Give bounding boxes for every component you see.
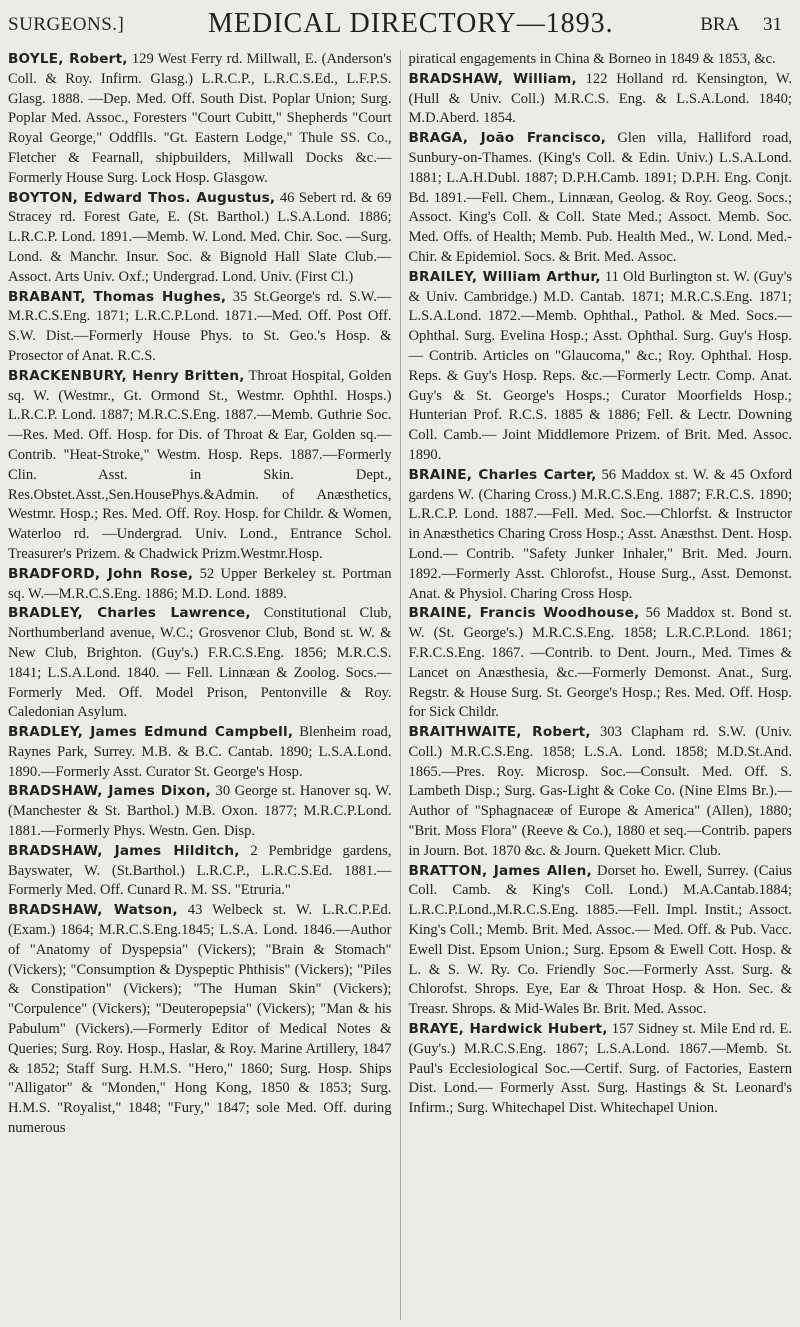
entry-details: 56 Maddox st. W. & 45 Oxford gardens W. (Charing Cross.) M.R.C.S.Eng. 1887; F.R.C.S. 1890; L.R.C.P. Lond. 1887.—Fell. Med. Soc.—Chlorfst. & Instructor in Anæsthetics Charing Cross Hosp.; Asst. Anæsthst. Dent. Hosp. Lond.— Contrib. "Safety Junker Inhaler," Brit. Med. Journ. 1892.—Formerly Asst. Chlorofst., House Surg., Asst. Demonst. Anat. & Physiol. Charing Cross Hosp. <box>408 466 792 602</box>
running-head <box>680 14 782 36</box>
entry-name: BRAINE, Francis Woodhouse, <box>408 605 640 622</box>
entry-details: 157 Sidney st. Mile End rd. E. (Guy's.) M.R.C.S.Eng. 1867; L.S.A.Lond. 1867.—Memb. St. Paul's Ecclesiological Soc.—Certif. Surg. of Factories, Eastern Dist. Lond.— Formerly Asst. Surg. Hastings & St. Leonard's Infirm.; Surg. Whitechapel Dist. Whitechapel Union. <box>408 1021 792 1117</box>
left-column <box>8 50 400 1320</box>
entry-details: 122 Holland rd. Kensington, W. (Hull & Univ. Coll.) M.R.C.S. Eng. & L.S.A.Lond. 1840; M.D.Aberd. 1854. <box>408 70 792 127</box>
entry-details: Blenheim road, Raynes Park, Surrey. M.B. & B.C. Cantab. 1890; L.S.A.Lond. 1890.—Formerly Asst. Curator St. George's Hosp. <box>8 724 392 780</box>
entry-details: 52 Upper Berkeley st. Portman sq. W.—M.R.C.S.Eng. 1886; M.D. Lond. 1889. <box>8 565 392 602</box>
directory-entry <box>409 604 793 723</box>
entry-details: 129 West Ferry rd. Millwall, E. (Anderson's Coll. & Roy. Infirm. Glasg.) L.R.C.P., L.R.C.S.Ed., L.F.P.S. Glasg. 1888. —Dep. Med. Off. South Dist. Poplar Union; Surg. Poplar Med. Assoc., Foresters "Court Cubitt," Shepherds "Court Royal George," Oddflls. "Gt. Eastern Lodge," Thule SS. Co., Fletcher & Fearnall, shipbuilders, Millwall Docks &c.—Formerly House Surg. Lock Hosp. Glasgow. <box>8 51 392 186</box>
entry-details: 35 St.George's rd. S.W.—M.R.C.S.Eng. 1871; L.R.C.P.Lond. 1871.—Med. Off. Post Off. S.W. Dist.—Formerly House Phys. to St. Geo.'s Hosp. & Prosector of Anat. R.C.S. <box>8 288 392 364</box>
entry-details: Dorset ho. Ewell, Surrey. (Caius Coll. Camb. & King's Coll. Lond.) M.A.Cantab.1884; L.R.C.P.Lond.,M.R.C.S.Eng. 1885.—Fell. Impl. Instit.; Assoct. King's Coll.; Memb. Brit. Med. Assoc.— Med. Off. & Pub. Vacc. Ewell Dist. Epsom Union.; Surg. Epsom & Ewell Cott. Hosp. & L. & S. W. Ry. Co. Friendly Soc.—Formerly Asst. Surg. & Chlorofst. Shrops. Eye, Ear & Throat Hosp. & Hon. Sec. & Treasr. Shrops. & Mid-Wales Br. Brit. Med. Assoc. <box>408 862 792 1018</box>
directory-entry <box>409 862 793 1020</box>
directory-entry <box>8 782 392 841</box>
entry-details: 46 Sebert rd. & 69 Stracey rd. Forest Gate, E. (St. Barthol.) L.S.A.Lond. 1886; L.R.C.P. Lond. 1891.—Memb. W. Lond. Med. Chir. Soc. —Surg. Lond. & Manchr. Insur. Soc. & Bignold Hall Slate Club.—Assoct. Arts Univ. Oxf.; Undergrad. Lond. Univ. (First Cl.) <box>8 189 392 285</box>
directory-entry <box>8 367 392 565</box>
directory-entry <box>8 50 392 189</box>
entry-name: BRACKENBURY, Henry Britten, <box>8 367 245 384</box>
entry-name: BRABANT, Thomas Hughes, <box>8 288 227 305</box>
entry-name: BRATTON, James Allen, <box>408 862 592 879</box>
entry-name: BRAILEY, William Arthur, <box>408 268 601 285</box>
entry-name: BRAYE, Hardwick Hubert, <box>408 1021 608 1038</box>
directory-entry <box>8 288 392 367</box>
section-label: SURGEONS.] <box>8 14 125 35</box>
entry-details: Throat Hospital, Golden sq. W. (Westmr., Gt. Ormond St., Westmr. Ophthl. Hosps.) L.R.C.P. Lond. 1887; M.R.C.S.Eng. 1887.—Memb. Guthrie Soc. —Res. Med. Off. Hosp. for Dis. of Throat & Ear, Golden sq.—Contrib. "Heat-Stroke," Westm. Hosp. Reps. 1887.—Formerly Clin. Asst. in Skin. Dept., Res.Obstet.Asst.,Sen.HousePhys.&Admin. of Anæsthetics, Westmr. Hosp.; Res. Med. Off. Roy. Hosp. for Childr. & Women, Waterloo rd. —Undergrad. Univ. Lond., Entrance Schol. Treasurer's Prizem. & Chadwick Prizm.Westmr.Hosp. <box>8 367 392 562</box>
directory-entry <box>409 50 793 70</box>
entry-name: BRADSHAW, Watson, <box>8 902 178 919</box>
page-header <box>8 8 792 44</box>
directory-entry <box>8 901 392 1139</box>
entry-details: 30 George st. Hanover sq. W. (Manchester & St. Barthol.) M.B. Oxon. 1877; M.R.C.P.Lond. 1881.—Formerly Phys. Westn. Gen. Disp. <box>8 783 392 840</box>
entry-name: BOYTON, Edward Thos. Augustus, <box>8 189 276 206</box>
entry-name: BRADLEY, James Edmund Campbell, <box>8 724 294 741</box>
directory-entry <box>409 70 793 129</box>
entry-name: BRADFORD, John Rose, <box>8 565 194 582</box>
entry-name: BRAITHWAITE, Robert, <box>408 724 591 741</box>
entry-name: BRADSHAW, William, <box>408 70 577 87</box>
directory-entry <box>8 842 392 901</box>
directory-entry <box>8 189 392 288</box>
entry-name: BRAINE, Charles Carter, <box>408 466 597 483</box>
directory-entry <box>409 1020 793 1119</box>
entry-name: BRAGA, João Francisco, <box>408 130 607 147</box>
directory-entry <box>409 268 793 466</box>
entry-name: BRADSHAW, James Hilditch, <box>8 842 240 859</box>
page-title: MEDICAL DIRECTORY—1893. <box>208 8 614 39</box>
entry-details: 303 Clapham rd. S.W. (Univ. Coll.) M.R.C.S.Eng. 1858; L.S.A. Lond. 1858; M.D.St.And. 1865.—Pres. Roy. Microsp. Soc.—Consult. Med. Off. S. Lambeth Disp.; Surg. Gas-Light & Coke Co. (Nine Elms Br.).—Author of "Sphagnaceæ of Europe & America" (Allen), 1880; "Brit. Moss Flora" (Reeve & Co.), 1880 et seq.—Contrib. papers in Journ. Bot. 1870 &c. & Journ. Quekett Micr. Club. <box>408 724 792 859</box>
directory-entry <box>8 604 392 723</box>
directory-columns <box>8 50 792 1320</box>
entry-details: 56 Maddox st. Bond st. W. (St. George's.) M.R.C.S.Eng. 1858; L.R.C.P.Lond. 1861; F.R.C.S.Eng. 1867. —Contrib. to Dent. Journ., Med. Times & Lancet on Anæsthesia, &c.—Formerly Demonst. Anat., Surg. Regstr. & House Surg. St. George's Hosp.; Res. Med. Off. Hosp. for Sick Childr. <box>408 605 792 721</box>
entry-name: BOYLE, Robert, <box>8 51 128 67</box>
page-number: 31 <box>763 14 782 35</box>
entry-name: BRADLEY, Charles Lawrence, <box>8 605 251 622</box>
entry-details: Glen villa, Halliford road, Sunbury-on-Thames. (King's Coll. & Edin. Univ.) L.S.A.Lond. 1881; L.A.H.Dubl. 1887; D.P.H.Camb. 1891; D.P.H. Eng. Conjt. Bd. 1891.—Fell. Chem., Linnæan, Geolog. & Roy. Geog. Socs.; Assoct. King's Coll. & Coll. State Med.; Assoct. Memb. Soc. Med. Offs. of Health; Memb. Pub. Health Med., W. Lond. Med.-Chir. & Epidemiol. Socs. & Brit. Med. Assoc. <box>408 130 792 265</box>
entry-details: 2 Pembridge gardens, Bayswater, W. (St.Barthol.) L.R.C.P., L.R.C.S.Ed. 1881.—Formerly Med. Off. Cunard R. M. SS. "Etruria." <box>8 842 392 899</box>
index-code: BRA <box>700 14 739 35</box>
directory-entry <box>8 723 392 782</box>
directory-entry <box>8 565 392 605</box>
directory-entry <box>409 466 793 605</box>
entry-details: Constitutional Club, Northumberland avenue, W.C.; Grosvenor Club, Bond st. W. & New Club, Brighton. (Guy's.) F.R.C.S.Eng. 1856; M.R.C.S. 1841; L.S.A.Lond. 1840. — Fell. Linnæan & Zoolog. Socs.—Formerly Med. Off. Model Prison, Pentonville & Roy. Caledonian Asylum. <box>8 605 392 721</box>
directory-entry <box>409 129 793 268</box>
entry-details: 43 Welbeck st. W. L.R.C.P.Ed. (Exam.) 1864; M.R.C.S.Eng.1845; L.S.A. Lond. 1846.—Author of "Anatomy of Dyspepsia" (Vickers); "Brain & Stomach" (Vickers); "Consumption & Dyspeptic Phthisis" (Vickers); "Piles & Constipation" (Vickers); "The Human Skin" (Vickers); "Corpulence" (Vickers); "Deuteropepsia" (Vickers); "Man & his Pabulum" (Vickers).—Formerly Editor of Medical Notes & Queries; Surg. Roy. Hosp., Haslar, & Roy. Marine Artillery, 1847 & 1852; Staff Surg. H.M.S. "Hero," 1860; Surg. Hosp. Ships "Alligator" & "Monden," Hong Kong, 1850 & 1853; Surg. H.M.S. "Royalist," 1848; "Fury," 1847; sole Med. Off. during numerous <box>8 902 392 1137</box>
right-column <box>400 50 793 1320</box>
entry-details: piratical engagements in China & Borneo in 1849 & 1853, &c. <box>408 51 776 67</box>
entry-details: 11 Old Burlington st. W. (Guy's & Univ. Cambridge.) M.D. Cantab. 1871; M.R.C.S.Eng. 1871; L.S.A.Lond. 1872.—Memb. Ophthal., Pathol. & Med. Socs.— Ophthal. Surg. Evelina Hosp.; Asst. Ophthal. Surg. Guy's Hosp. — Contrib. Articles on "Glaucoma," &c.; Roy. Ophthal. Hosp. Reps. & Guy's Hosp. Reps. &c.—Formerly Lectr. Comp. Anat. Guy's & St. George's Hosps.; Curator Moorfields Hosp.; Hunterian Prof. R.C.S. 1885 & 1886; Fell. & Lectr. Downing Coll. Camb.— Joint Middlemore Prizem. of Brit. Med. Assoc. 1890. <box>408 268 792 463</box>
entry-name: BRADSHAW, James Dixon, <box>8 783 211 800</box>
directory-entry <box>409 723 793 862</box>
